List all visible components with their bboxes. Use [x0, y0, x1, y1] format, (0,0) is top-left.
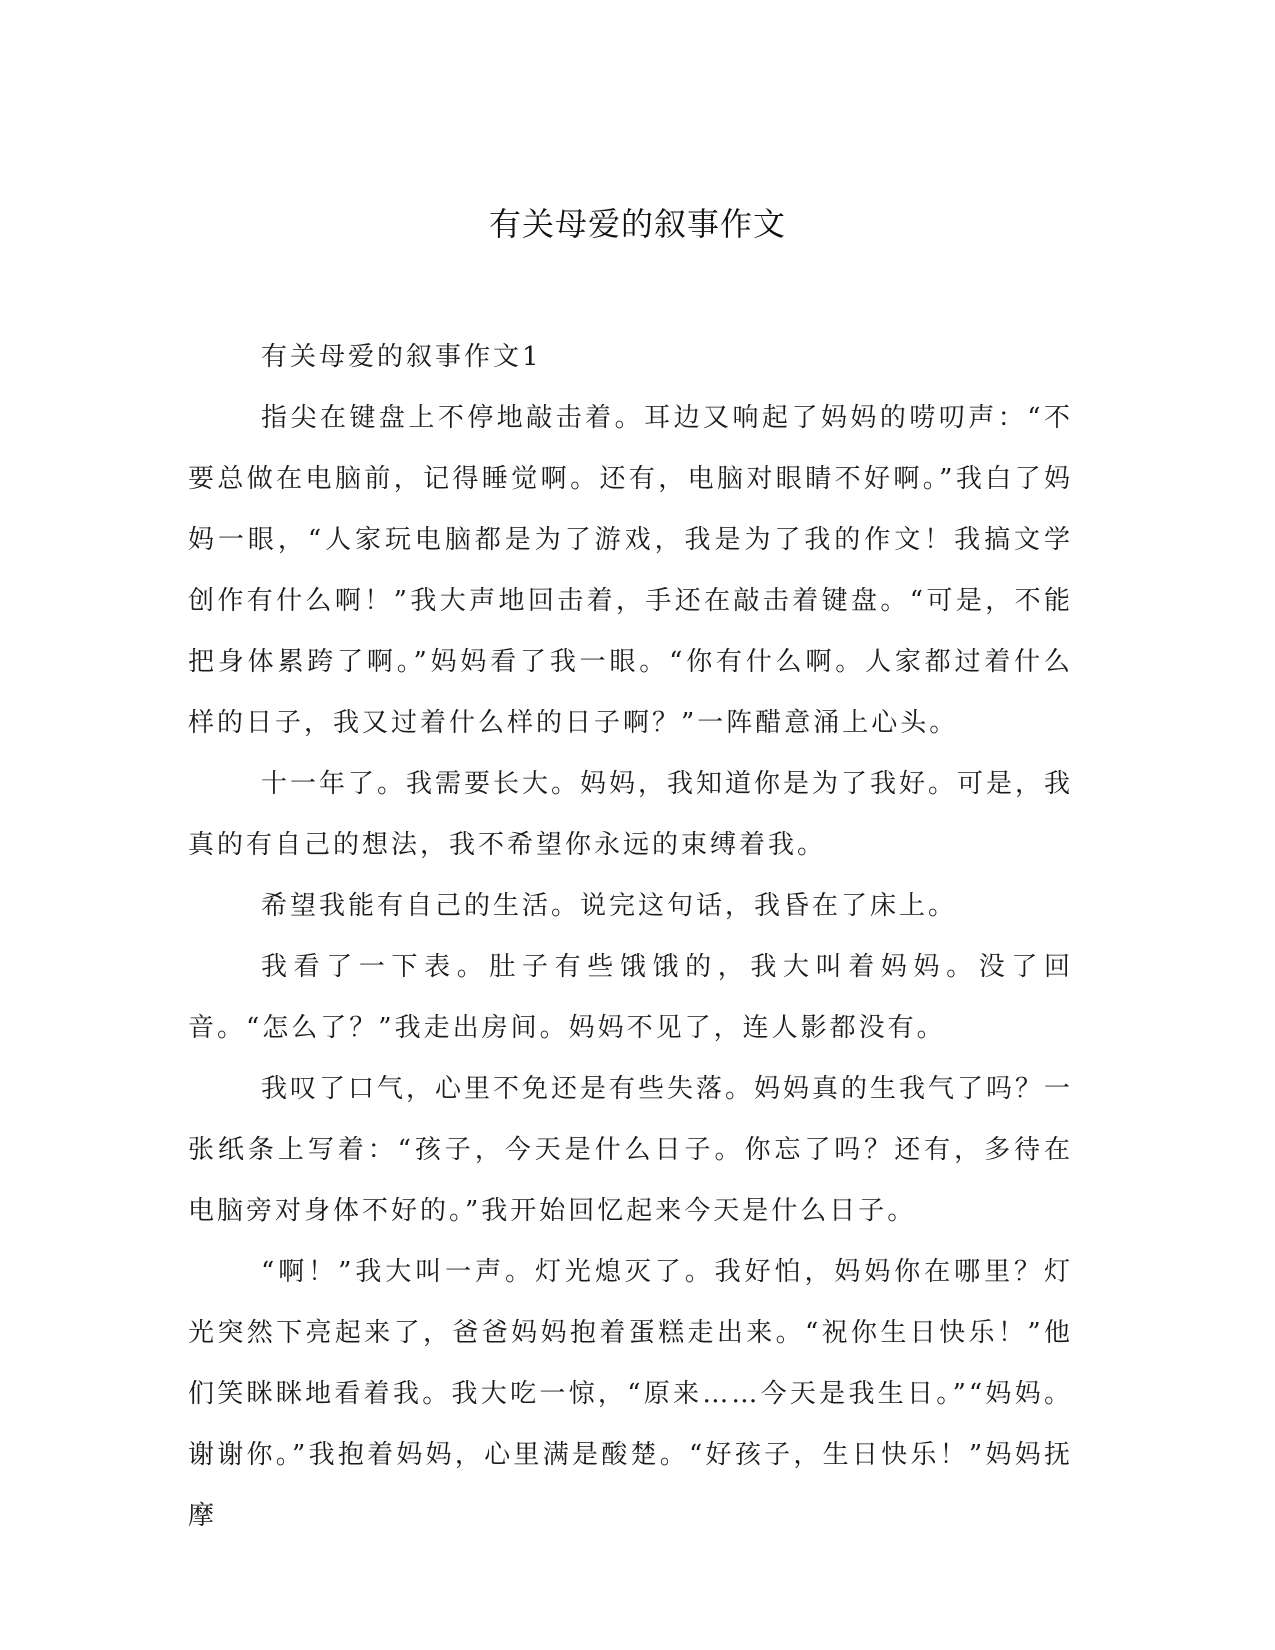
section-heading: 有关母爱的叙事作文1	[261, 342, 542, 372]
paragraph: 我看了一下表。肚子有些饿饿的，我大叫着妈妈。没了回音。“怎么了？”我走出房间。妈妈不见了，连人影都没有。	[188, 952, 1073, 1043]
paragraph: 十一年了。我需要长大。妈妈，我知道你是为了我好。可是，我真的有自己的想法，我不希望你永远的束缚着我。	[188, 769, 1074, 860]
paragraph: 我叹了口气，心里不免还是有些失落。妈妈真的生我气了吗？一张纸条上写着：“孩子，今天是什么日子。你忘了吗？还有，多待在电脑旁对身体不好的。”我开始回忆起来今天是什么日子。	[188, 1074, 1074, 1226]
paragraph: “啊！”我大叫一声。灯光熄灭了。我好怕，妈妈你在哪里？灯光突然下亮起来了，爸爸妈妈抱着蛋糕走出来。“祝你生日快乐！”他们笑眯眯地看着我。我大吃一惊，“原来……今天是我生日。”“妈妈。谢谢你。”我抱着妈妈，心里满是酸楚。“好孩子，生日快乐！”妈妈抚摩	[188, 1257, 1073, 1531]
paragraph: 希望我能有自己的生活。说完这句话，我昏在了床上。	[261, 891, 958, 921]
document-title: 有关母爱的叙事作文	[488, 205, 786, 243]
paragraph: 指尖在键盘上不停地敲击着。耳边又响起了妈妈的唠叨声：“不要总做在电脑前，记得睡觉啊。还有，电脑对眼睛不好啊。”我白了妈妈一眼，“人家玩电脑都是为了游戏，我是为了我的作文！我搞文学创作有什么啊！”我大声地回击着，手还在敲击着键盘。“可是，不能把身体累跨了啊。”妈妈看了我一眼。“你有什么啊。人家都过着什么样的日子，我又过着什么样的日子啊？”一阵醋意涌上心头。	[188, 403, 1073, 738]
document-body	[188, 327, 1073, 1547]
